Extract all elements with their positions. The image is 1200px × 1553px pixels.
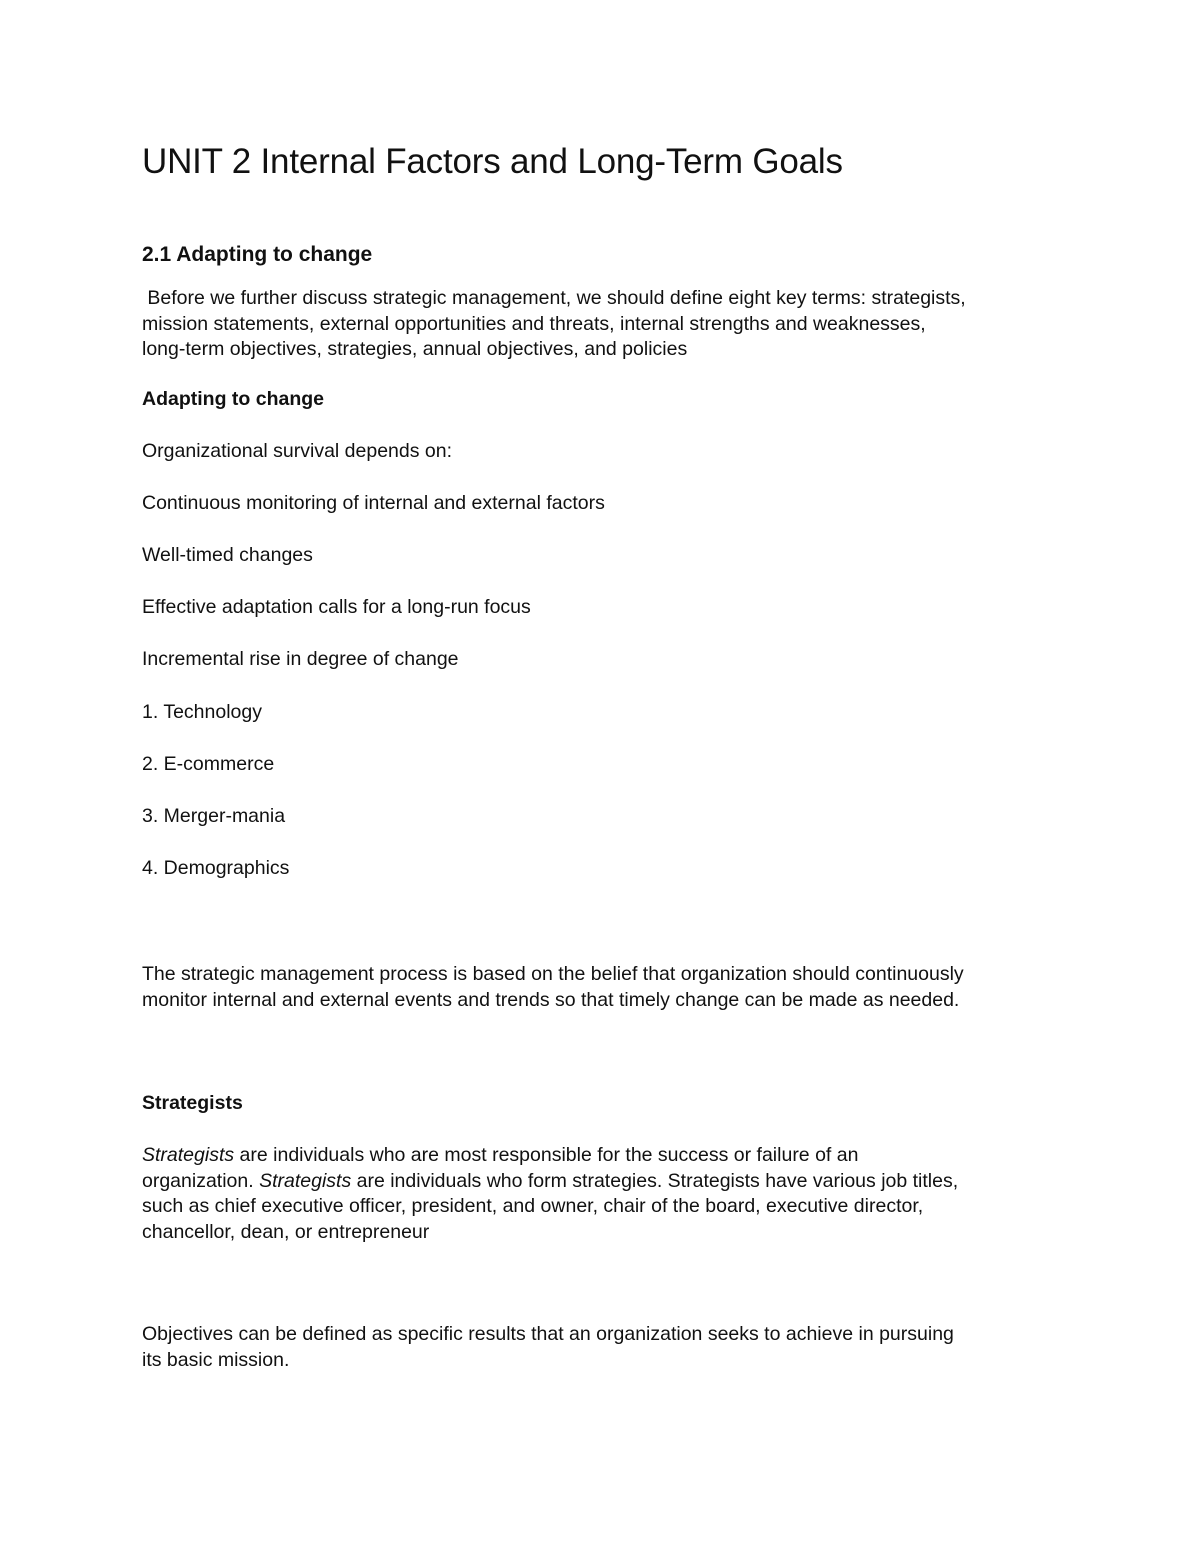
subheading-strategists: Strategists — [142, 1092, 243, 1114]
numbered-item: 3. Merger-mania — [142, 805, 286, 827]
strategists-term: Strategists — [259, 1169, 352, 1192]
survival-intro: Organizational survival depends on: — [142, 440, 453, 462]
strategists-text: organization. — [142, 1169, 260, 1192]
intro-line: long-term objectives, strategies, annual objectives, and policies — [142, 338, 688, 360]
intro-line: Before we further discuss strategic management, we should define eight key terms: strategists, — [142, 287, 966, 309]
survival-item: Effective adaptation calls for a long-run focus — [142, 596, 531, 618]
objectives-line: Objectives can be defined as specific results that an organization seeks to achieve in pursuing — [142, 1323, 954, 1345]
strategists-term: Strategists — [142, 1144, 235, 1166]
numbered-item: 1. Technology — [142, 701, 262, 723]
strategists-text: are individuals who are most responsible for the success or failure of an — [234, 1144, 859, 1166]
intro-line: mission statements, external opportunities and threats, internal strengths and weaknesses, — [142, 312, 926, 335]
numbered-item: 2. E-commerce — [142, 753, 275, 775]
strategists-line: chancellor, dean, or entrepreneur — [142, 1220, 430, 1243]
process-paragraph — [142, 962, 1082, 1013]
process-line: The strategic management process is based on the belief that organization should continuously — [142, 963, 964, 985]
survival-item: Well-timed changes — [142, 544, 313, 566]
document-title: UNIT 2 Internal Factors and Long-Term Goals — [142, 142, 843, 181]
strategists-line: such as chief executive officer, president, and owner, chair of the board, executive director, — [142, 1195, 924, 1217]
survival-item: Continuous monitoring of internal and external factors — [142, 492, 605, 514]
strategists-line — [142, 1143, 1082, 1169]
strategists-text: are individuals who form strategies. Strategists have various job titles, — [351, 1169, 959, 1192]
survival-item: Incremental rise in degree of change — [142, 648, 459, 670]
strategists-line — [142, 1169, 1082, 1195]
objectives-line: its basic mission. — [142, 1348, 290, 1371]
strategists-paragraph — [142, 1143, 1082, 1245]
intro-paragraph — [142, 286, 1082, 363]
section-heading: 2.1 Adapting to change — [142, 243, 373, 266]
objectives-paragraph — [142, 1322, 1082, 1373]
subheading-adapting: Adapting to change — [142, 388, 324, 410]
numbered-item: 4. Demographics — [142, 857, 290, 879]
process-line: monitor internal and external events and trends so that timely change can be made as needed. — [142, 988, 960, 1011]
